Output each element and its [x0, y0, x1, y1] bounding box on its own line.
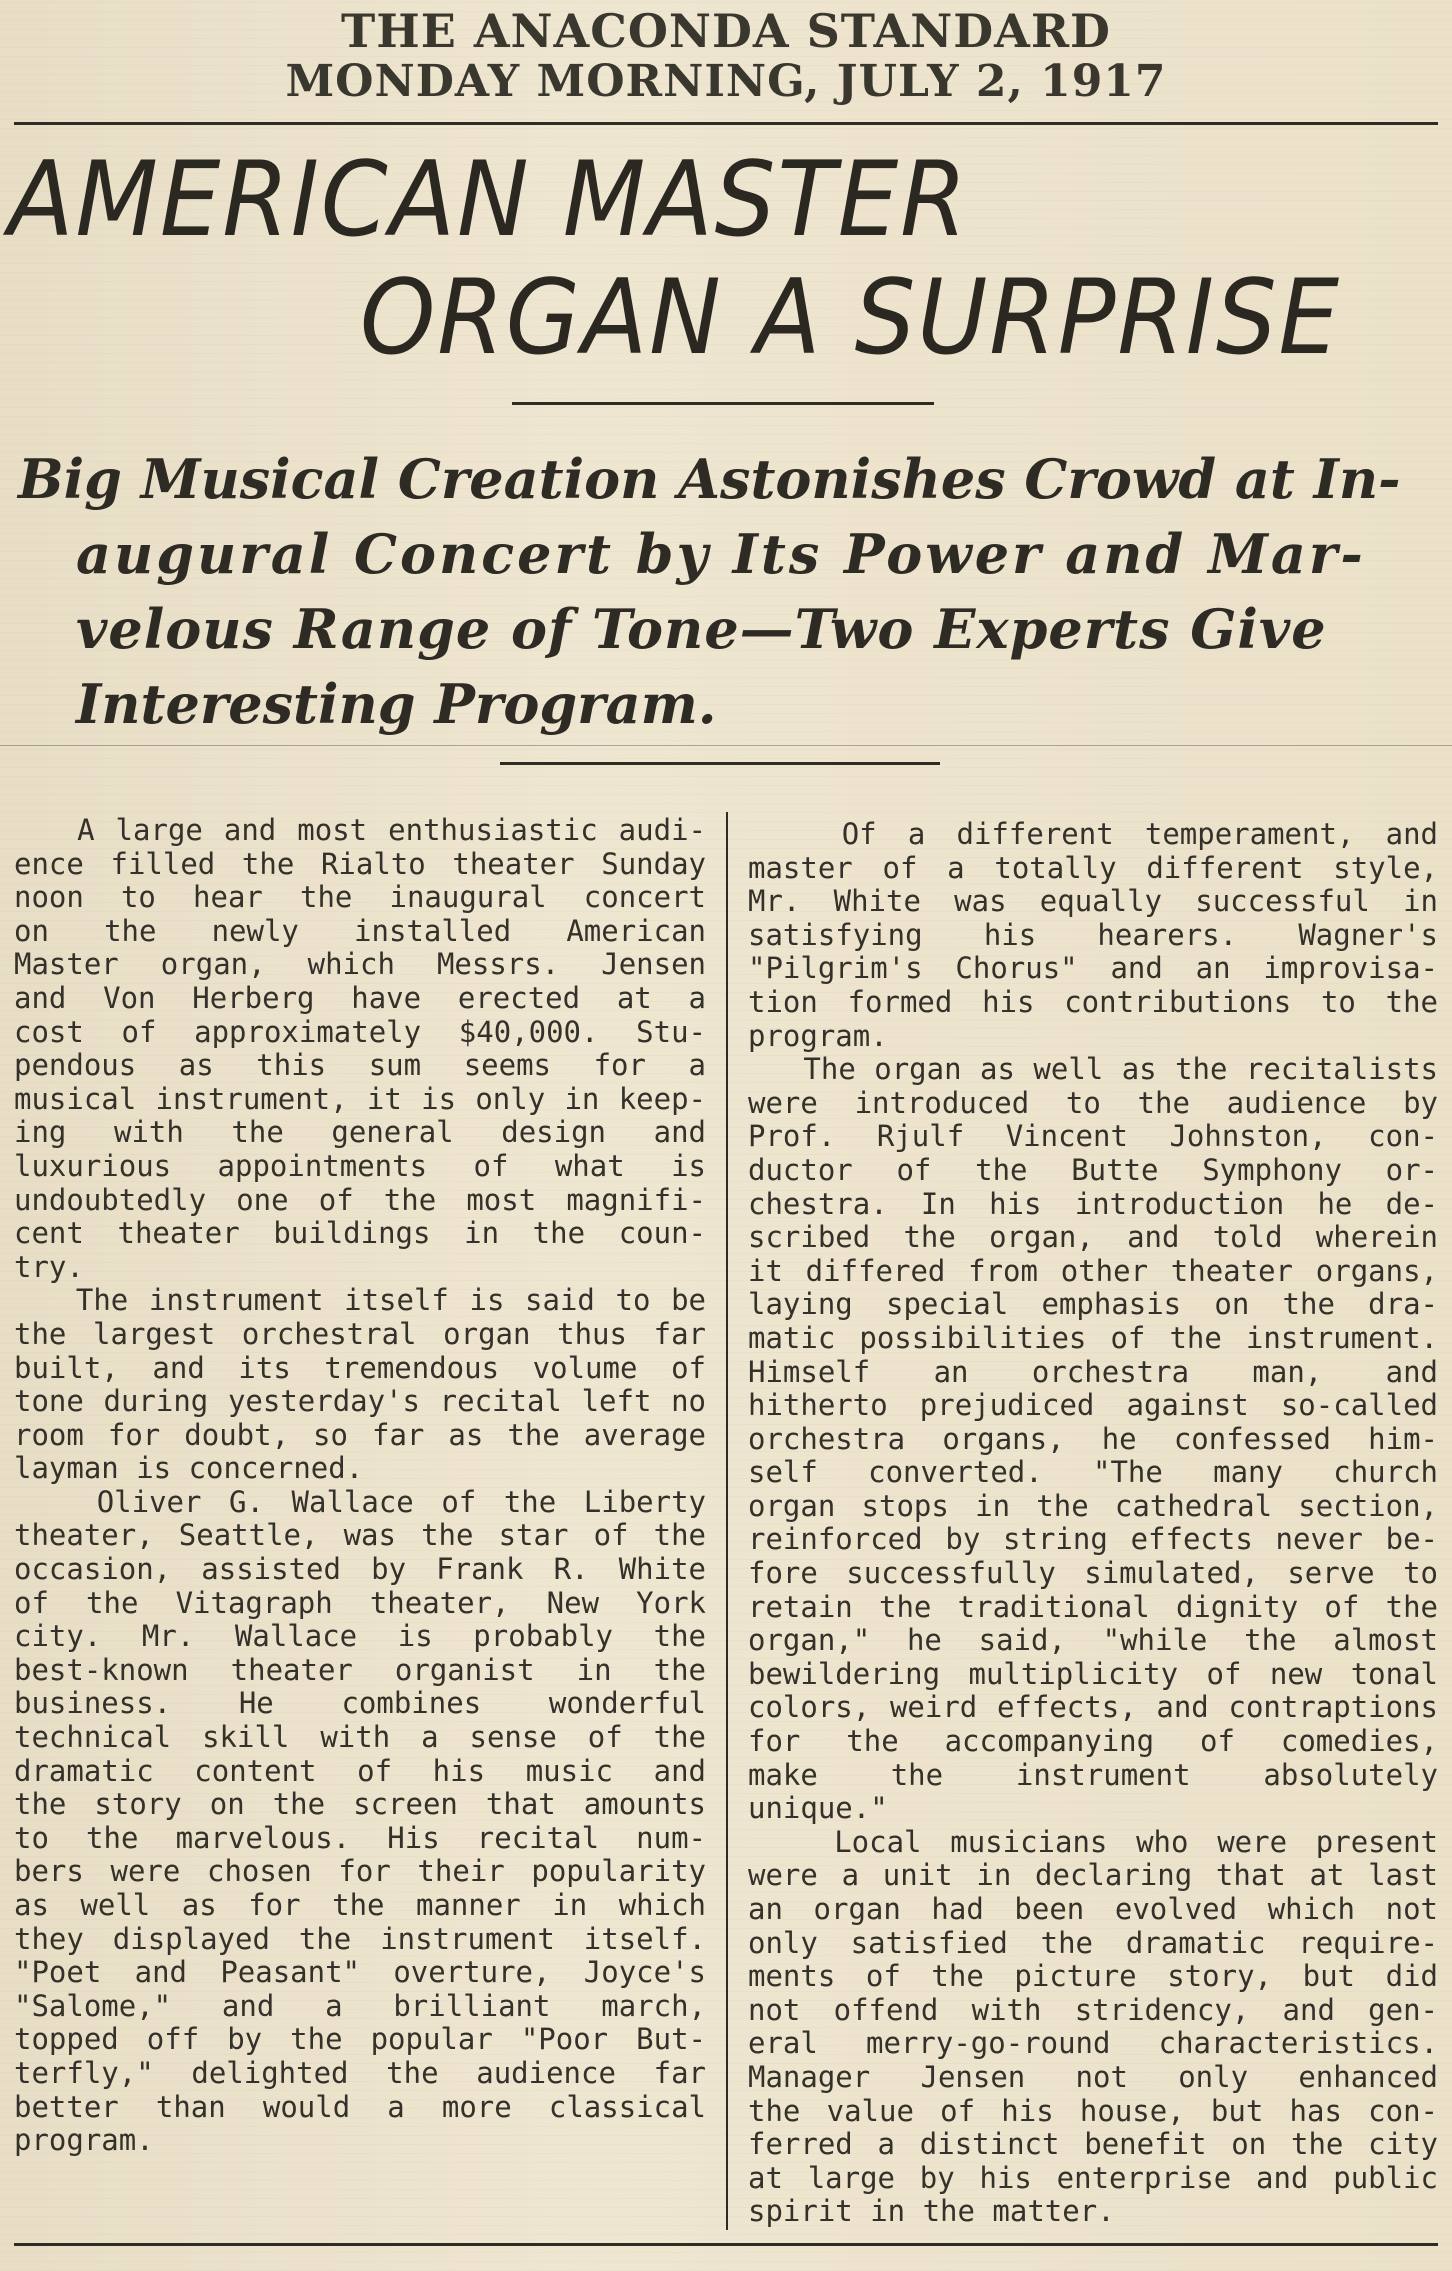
article-line: organ," he said, "while the almost — [748, 1623, 1438, 1658]
article-line: musical instrument, it is only in keep- — [14, 1081, 706, 1116]
article-line: technical skill with a sense of the — [14, 1720, 706, 1755]
article-line: at large by his enterprise and public — [748, 2160, 1438, 2195]
article-line: Master organ, which Messrs. Jensen — [14, 947, 706, 982]
article-line: master of a totally different style, — [748, 850, 1438, 885]
article-line: cent theater buildings in the coun- — [14, 1216, 706, 1251]
deck-line-2: augural Concert by Its Power and Mar- — [76, 522, 1366, 586]
article-line: Local musicians who were present — [748, 1824, 1438, 1859]
article-line: The instrument itself is said to be — [14, 1283, 706, 1318]
article-line: best-known theater organist in the — [14, 1652, 706, 1687]
deck-line-3: velous Range of Tone—Two Experts Give — [76, 597, 1327, 661]
article-line: try. — [14, 1249, 84, 1284]
article-line: bewildering multiplicity of new tonal — [748, 1656, 1438, 1691]
article-line: of the Vitagraph theater, New York — [14, 1585, 706, 1620]
article-line: were introduced to the audience by — [748, 1085, 1438, 1120]
article-line: colors, weird effects, and contraptions — [748, 1690, 1438, 1725]
deck-line-1: Big Musical Creation Astonishes Crowd at In- — [18, 447, 1401, 511]
article-line: "Salome," and a brilliant march, — [14, 1988, 706, 2023]
article-line: fore successfully simulated, serve to — [748, 1556, 1438, 1591]
top-thin-rule — [0, 745, 1452, 746]
article-line: cost of approximately $40,000. Stu- — [14, 1014, 706, 1049]
article-line: bers were chosen for their popularity — [14, 1854, 706, 1889]
article-line: reinforced by string effects never be- — [748, 1522, 1438, 1557]
article-line: an organ had been evolved which not — [748, 1892, 1438, 1926]
article-line: room for doubt, so far as the average — [14, 1417, 706, 1452]
dateline: MONDAY MORNING, JULY 2, 1917 — [285, 56, 1167, 107]
article-line: tone during yesterday's recital left no — [14, 1384, 706, 1419]
article-line: undoubtedly one of the most magnifi- — [14, 1182, 706, 1217]
article-line: theater, Seattle, was the star of the — [14, 1518, 706, 1553]
article-line: occasion, assisted by Frank R. White — [14, 1552, 706, 1587]
article-line: self converted. "The many church — [748, 1455, 1438, 1490]
article-line: luxurious appointments of what is — [14, 1148, 706, 1183]
article-line: ments of the picture story, but did — [748, 1959, 1438, 1994]
article-right-column — [748, 818, 1438, 2229]
article-line: organ stops in the cathedral section, — [748, 1488, 1438, 1523]
article-line: chestra. In his introduction he de- — [748, 1186, 1438, 1221]
article-line: layman is concerned. — [14, 1451, 364, 1486]
article-line: they displayed the instrument itself. — [14, 1921, 706, 1956]
article-line: Himself an orchestra man, and — [748, 1354, 1438, 1389]
article-line: noon to hear the inaugural concert — [14, 880, 706, 915]
newspaper-name: THE ANACONDA STANDARD — [341, 4, 1111, 58]
article-line: ing with the general design and — [14, 1115, 706, 1150]
article-line: make the instrument absolutely — [748, 1757, 1438, 1792]
article-line: ductor of the Butte Symphony or- — [748, 1152, 1438, 1187]
article-line: only satisfied the dramatic require- — [748, 1925, 1438, 1960]
headline-line-2: ORGAN A SURPRISE — [360, 258, 1341, 378]
article-line: were a unit in declaring that at last — [748, 1858, 1438, 1893]
article-line: eral merry-go-round characteristics. — [748, 2026, 1438, 2061]
article-line: terfly," delighted the audience far — [14, 2055, 706, 2090]
article-line: pendous as this sum seems for a — [14, 1048, 706, 1083]
article-line: spirit in the matter. — [748, 2194, 1115, 2229]
article-line: and Von Herberg have erected at a — [14, 980, 706, 1015]
masthead-rule — [14, 122, 1438, 125]
article-line: Prof. Rjulf Vincent Johnston, con- — [748, 1119, 1438, 1154]
article-line: dramatic content of his music and — [14, 1753, 706, 1788]
article-line: satisfying his hearers. Wagner's — [748, 917, 1438, 952]
article-line: ferred a distinct benefit on the city — [748, 2127, 1438, 2162]
article-line: unique." — [748, 1791, 888, 1826]
headline-line-1: AMERICAN MASTER — [8, 140, 969, 260]
headline-divider — [512, 402, 934, 405]
article-line: on the newly installed American — [14, 913, 706, 948]
article-line: built, and its tremendous volume of — [14, 1350, 706, 1385]
article-left-column — [14, 814, 706, 2158]
article-line: Oliver G. Wallace of the Liberty — [14, 1484, 706, 1519]
article-line: A large and most enthusiastic audi- — [14, 813, 706, 847]
article-line: The organ as well as the recitalists — [748, 1052, 1438, 1087]
article-line: the largest orchestral organ thus far — [14, 1316, 706, 1351]
article-line: tion formed his contributions to the — [748, 984, 1438, 1019]
article-line: ence filled the Rialto theater Sunday — [14, 846, 706, 881]
article-line: as well as for the manner in which — [14, 1888, 706, 1922]
deck-line-4: Interesting Program. — [76, 672, 717, 736]
bottom-rule — [14, 2243, 1438, 2246]
article-line: laying special emphasis on the dra- — [748, 1287, 1438, 1322]
article-line: program. — [748, 1018, 888, 1053]
article-line: hitherto prejudiced against so-called — [748, 1388, 1438, 1423]
article-line: orchestra organs, he confessed him- — [748, 1421, 1438, 1456]
article-line: retain the traditional dignity of the — [748, 1589, 1438, 1624]
article-line: it differed from other theater organs, — [748, 1253, 1438, 1288]
article-line: not offend with stridency, and gen- — [748, 1992, 1438, 2027]
article-line: Of a different temperament, and — [748, 817, 1438, 851]
article-line: business. He combines wonderful — [14, 1686, 706, 1721]
article-line: better than would a more classical — [14, 2089, 706, 2124]
article-line: topped off by the popular "Poor But- — [14, 2022, 706, 2057]
article-line: Mr. White was equally successful in — [748, 884, 1438, 919]
article-line: scribed the organ, and told wherein — [748, 1220, 1438, 1255]
article-line: Manager Jensen not only enhanced — [748, 2059, 1438, 2094]
article-line: program. — [14, 2123, 154, 2158]
article-line: for the accompanying of comedies, — [748, 1724, 1438, 1759]
article-line: the value of his house, but has con- — [748, 2093, 1438, 2128]
deck-divider — [500, 762, 940, 765]
article-line: matic possibilities of the instrument. — [748, 1320, 1438, 1355]
column-rule — [726, 812, 728, 2230]
article-line: the story on the screen that amounts — [14, 1787, 706, 1822]
article-line: city. Mr. Wallace is probably the — [14, 1619, 706, 1654]
article-line: to the marvelous. His recital num- — [14, 1820, 706, 1855]
article-line: "Poet and Peasant" overture, Joyce's — [14, 1955, 706, 1990]
article-line: "Pilgrim's Chorus" and an improvisa- — [748, 951, 1438, 986]
